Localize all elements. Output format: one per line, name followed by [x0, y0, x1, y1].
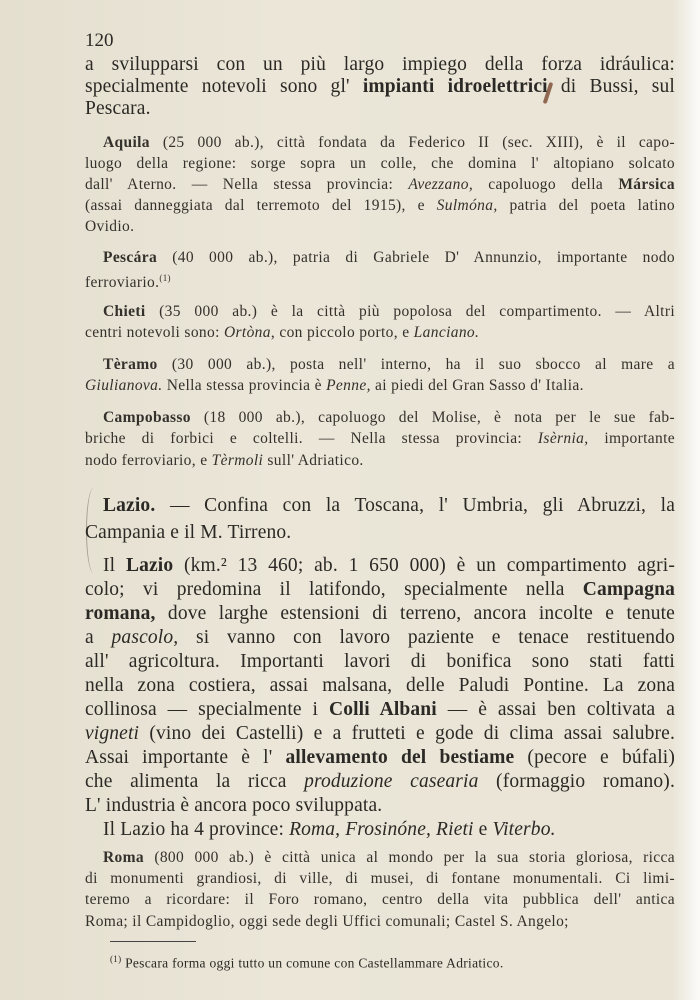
bold-term: Colli Albani — [328, 698, 437, 720]
italic-term: Penne, — [326, 376, 371, 394]
text-line — [85, 196, 675, 215]
italic-term: Ortòna — [224, 323, 271, 341]
text-line — [85, 554, 675, 577]
text-run: teremo a ricordare: il Foro romano, centro della vita pubblica dell' antica — [85, 890, 675, 908]
text-line — [85, 451, 675, 470]
text-run: all' agricoltura. Importanti lavori di bonifica sono stati fatti — [85, 650, 675, 672]
text-run: che alimenta la ricca — [85, 770, 305, 792]
text-line — [85, 323, 675, 342]
bold-term: Tèramo — [103, 355, 158, 373]
bold-term: Roma — [103, 848, 145, 866]
text-run: luogo della regione: sorge sopra un colle, che domina l' altopiano solcato — [85, 154, 675, 172]
text-run: (40 000 ab.), patria di Gabriele D' Annunzio, importante nodo — [157, 248, 675, 266]
text-run: (km.² 13 460; ab. 1 650 000) è un compartimento agri- — [173, 554, 675, 576]
text-run: L' industria è ancora poco sviluppata. — [85, 794, 383, 816]
bold-term: allevamento del bestiame — [285, 746, 515, 768]
text-run: (formaggio romano). — [478, 770, 675, 792]
text-run: di monumenti grandiosi, di ville, di musei, di fontane monumentali. Ci limi- — [85, 869, 675, 887]
footnote — [110, 954, 504, 972]
bold-term: Aquila — [103, 133, 150, 151]
footnote-text: Pescara forma oggi tutto un comune con Castellammare Adriatico. — [121, 955, 504, 971]
text-line — [85, 578, 675, 601]
bold-term: Mársica — [618, 175, 675, 193]
text-run: collinosa — specialmente i — [85, 698, 329, 720]
text-line — [85, 376, 675, 395]
text-run: Nella stessa provincia è — [162, 376, 327, 394]
italic-term: Tèrmoli — [211, 451, 264, 469]
text-run: di Bussi, sul — [547, 75, 675, 97]
bold-term: impianti idroelettrici — [362, 75, 548, 97]
text-run: Ovidio. — [85, 217, 135, 235]
italic-term: Giulianova. — [85, 376, 163, 394]
text-line — [85, 75, 675, 98]
bold-term: Campobasso — [103, 408, 191, 426]
text-line — [85, 133, 675, 152]
bold-term: romana, — [85, 602, 156, 624]
text-run: specialmente notevoli sono gl' — [85, 75, 363, 97]
text-run: (assai danneggiata dal terremoto del 1915), e — [85, 196, 437, 214]
text-line — [85, 890, 675, 909]
text-run: , con piccolo porto, e — [270, 323, 414, 341]
text-run: ferroviario. — [85, 273, 160, 291]
text-line — [85, 818, 675, 841]
text-line — [85, 355, 675, 374]
bold-term: Pescára — [103, 248, 158, 266]
text-run: Pescara. — [85, 97, 151, 119]
text-run: Campania e il M. Tirreno. — [85, 521, 292, 543]
text-line — [85, 674, 675, 697]
text-run: (30 000 ab.), posta nell' interno, ha il suo sbocco al mare a — [157, 355, 675, 373]
text-run: nella zona costiera, assai malsana, delle Paludi Pontine. La zona — [85, 674, 675, 696]
text-run: (25 000 ab.), città fondata da Federico II (sec. XIII), è il capo- — [149, 133, 675, 151]
text-line — [85, 175, 675, 194]
text-line — [85, 869, 675, 888]
text-run: Il Lazio ha 4 province: — [103, 818, 290, 840]
text-line — [85, 154, 675, 173]
italic-term: pascolo, — [111, 626, 179, 648]
bold-term: Campagna — [582, 578, 675, 600]
text-run: (pecore e búfali) — [514, 746, 675, 768]
text-run: e — [473, 818, 493, 840]
footnote-marker: (1) — [110, 954, 122, 964]
text-line — [85, 217, 675, 236]
text-line — [85, 429, 675, 448]
text-line — [85, 650, 675, 673]
italic-term: Isèrnia, — [537, 429, 589, 447]
text-line — [85, 269, 675, 292]
italic-term: Avezzano, — [408, 175, 474, 193]
text-line — [85, 698, 675, 721]
text-line — [85, 97, 675, 120]
text-line — [85, 912, 675, 931]
text-run: (vino dei Castelli) e a frutteti e gode di clima assai salubre. — [139, 722, 675, 744]
footnote-ref: (1) — [159, 272, 171, 283]
italic-term: Sulmóna, — [436, 196, 498, 214]
text-run: (18 000 ab.), capoluogo del Molise, è nota per le sue fab- — [190, 408, 675, 426]
bold-term: Lazio. — [103, 494, 156, 516]
text-run: — Confina con la Toscana, l' Umbria, gli Abruzzi, la — [155, 494, 675, 516]
text-run: importante — [588, 429, 675, 447]
footnote-divider — [110, 941, 196, 942]
text-run: Roma; il Campidoglio, oggi sede degli Uffici comunali; Castel S. Angelo; — [85, 912, 569, 930]
text-line — [85, 494, 675, 517]
text-line — [85, 722, 675, 745]
text-line — [85, 53, 675, 76]
text-run: dove larghe estensioni di terreno, ancora incolte e tenute — [155, 602, 675, 624]
text-run: centri notevoli sono: — [85, 323, 224, 341]
text-line — [85, 408, 675, 427]
text-run: nodo ferroviario, e — [85, 451, 212, 469]
text-run: (800 000 ab.) è città unica al mondo per la sua storia gloriosa, ricca — [144, 848, 675, 866]
bold-term: Chieti — [103, 302, 146, 320]
italic-term: vigneti — [85, 722, 140, 744]
text-line — [85, 794, 675, 817]
text-run: a — [85, 626, 112, 648]
italic-term: Lanciano. — [413, 323, 480, 341]
text-run: Il — [103, 554, 126, 576]
text-run: dall' Aterno. — Nella stessa provincia: — [85, 175, 409, 193]
bold-term: Lazio — [125, 554, 174, 576]
text-line — [85, 770, 675, 793]
text-line — [85, 302, 675, 321]
text-line — [85, 248, 675, 267]
text-run: Assai importante è l' — [85, 746, 286, 768]
text-run: a svilupparsi con un più largo impiego della forza idráulica: — [85, 53, 675, 75]
page-number: 120 — [85, 30, 114, 51]
italic-term: Viterbo. — [492, 818, 556, 840]
text-run: si vanno con lavoro paziente e tenace restituendo — [178, 626, 675, 648]
text-line — [85, 602, 675, 625]
text-run: briche di forbici e coltelli. — Nella stessa provincia: — [85, 429, 538, 447]
text-line — [85, 746, 675, 769]
italic-term: produzione casearia — [304, 770, 479, 792]
italic-term: Roma, Frosinóne, Rieti — [289, 818, 474, 840]
text-run: (35 000 ab.) è la città più popolosa del compartimento. — Altri — [145, 302, 675, 320]
text-line — [85, 626, 675, 649]
text-run: sull' Adriatico. — [263, 451, 364, 469]
text-run: ai piedi del Gran Sasso d' Italia. — [370, 376, 584, 394]
text-run: — è assai ben coltivata a — [436, 698, 676, 720]
text-line — [85, 848, 675, 867]
text-run: colo; vi predomina il latifondo, specialmente nella — [85, 578, 583, 600]
text-run: patria del poeta latino — [497, 196, 676, 214]
text-run: capoluogo della — [473, 175, 619, 193]
text-line — [85, 521, 675, 544]
